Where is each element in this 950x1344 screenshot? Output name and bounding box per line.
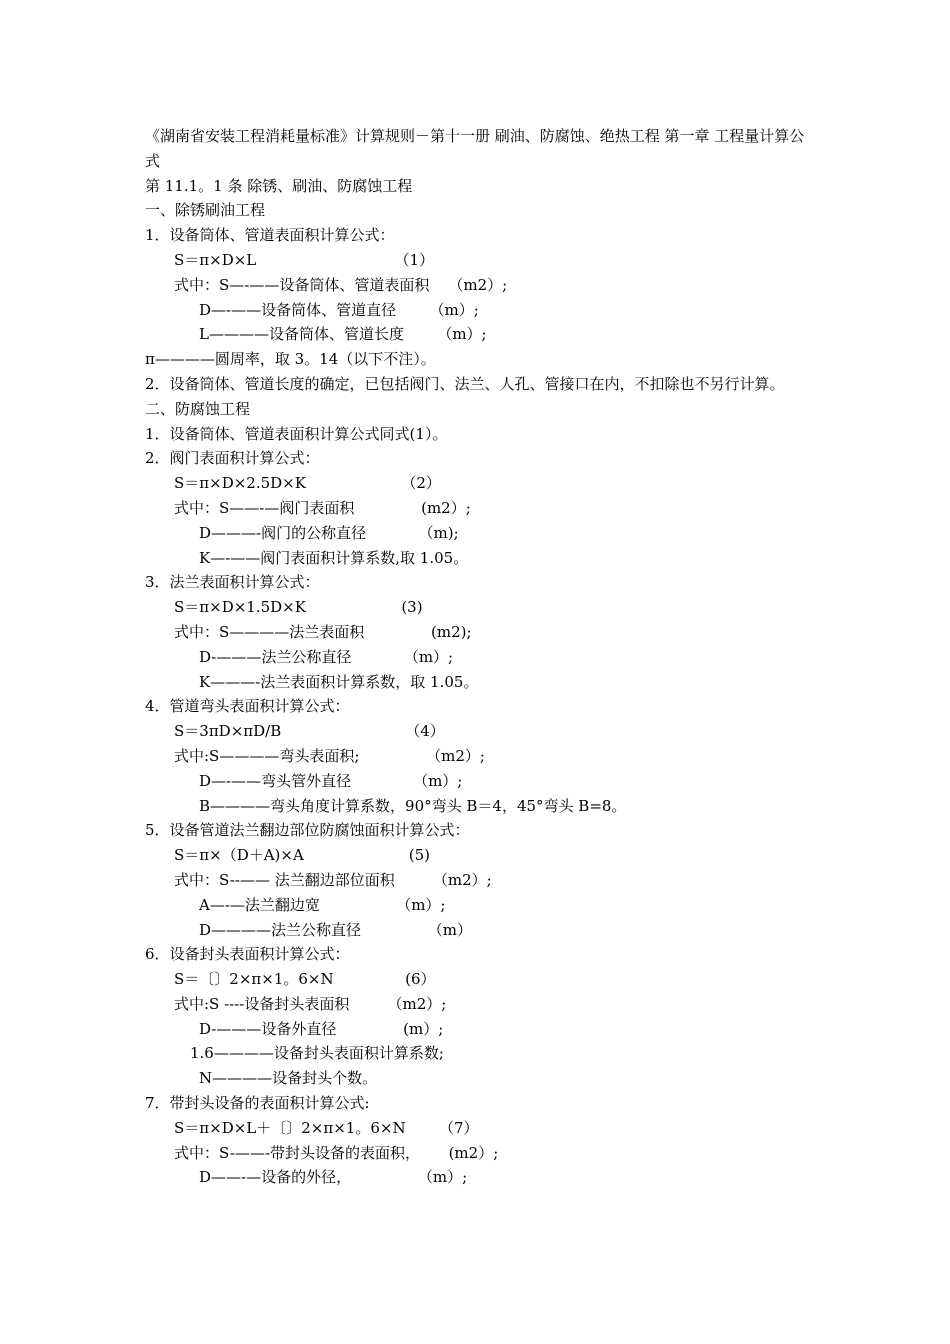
formula-legend: D—-——设备筒体、管道直径 （m）; [199, 300, 479, 319]
list-item: 5．设备管道法兰翻边部位防腐蚀面积计算公式： [145, 821, 470, 840]
formula-legend: N————设备封头个数。 [199, 1069, 378, 1088]
formula: S＝π×D×2.5D×K （2） [174, 474, 441, 493]
section-heading: 二、防腐蚀工程 [145, 399, 251, 418]
formula-legend: 式中：S—-——设备筒体、管道表面积 （m2）; [174, 275, 508, 294]
formula: S＝3πD×πD/B （4） [174, 722, 445, 741]
formula: S＝π×D×L＋〔〕2×π×1。6×N （7） [174, 1118, 479, 1137]
formula: S＝π×（D＋A)×A (5) [174, 846, 430, 865]
formula: S＝π×D×L （1） [174, 250, 435, 269]
list-item: 2．阀门表面积计算公式： [145, 449, 320, 468]
formula-legend: 式中：S————法兰表面积 (m2); [174, 622, 472, 641]
list-item: 7．带封头设备的表面积计算公式: [145, 1094, 370, 1113]
formula-legend: 1.6————设备封头表面积计算系数; [190, 1044, 444, 1063]
formula-legend: 式中:S————弯头表面积; （m2）; [174, 746, 485, 765]
formula-legend: L————设备筒体、管道长度 （m）; [199, 325, 487, 344]
formula-legend: D————法兰公称直径 （m） [199, 920, 473, 939]
formula-legend: 式中:S ----设备封头表面积 （m2）; [174, 994, 447, 1013]
article-heading: 第 11.1。1 条 除锈、刷油、防腐蚀工程 [145, 176, 413, 195]
list-item: 1．设备筒体、管道表面积计算公式： [145, 226, 395, 245]
list-item: 6．设备封头表面积计算公式： [145, 945, 350, 964]
formula-legend: 式中：S--—— 法兰翻边部位面积 （m2）; [174, 870, 492, 889]
formula-legend: K—-——阀门表面积计算系数,取 1.05。 [199, 548, 469, 567]
section-heading: 一、除锈刷油工程 [145, 201, 266, 220]
formula-legend: K———-法兰表面积计算系数，取 1.05。 [199, 672, 479, 691]
formula-legend: D-———法兰公称直径 （m）; [199, 647, 454, 666]
formula-legend: π————圆周率，取 3。14（以下不注）。 [145, 350, 436, 369]
formula: S＝π×D×1.5D×K (3) [174, 598, 423, 617]
formula-legend: D——-—设备的外径， （m）; [199, 1168, 468, 1187]
formula-legend: 式中：S-——-带封头设备的表面积， (m2）; [174, 1143, 499, 1162]
formula-legend: D-———设备外直径 (m）; [199, 1019, 444, 1038]
list-item: 1．设备筒体、管道表面积计算公式同式(1）。 [145, 424, 448, 443]
list-item: 3．法兰表面积计算公式： [145, 573, 320, 592]
list-item: 4．管道弯头表面积计算公式： [145, 697, 350, 716]
document-title: 《湖南省安装工程消耗量标准》计算规则－第十一册 刷油、防腐蚀、绝热工程 第一章 工程量计算公式 [145, 127, 805, 170]
formula-legend: D———-阀门的公称直径 （m); [199, 523, 459, 542]
list-item: 2．设备筒体、管道长度的确定，已包括阀门、法兰、人孔、管接口在内，不扣除也不另行计算。 [145, 374, 785, 393]
formula: S＝〔〕2×π×1。6×N (6） [174, 970, 436, 989]
document-body [145, 124, 810, 1190]
formula-legend: B————弯头角度计算系数，90°弯头 B＝4，45°弯头 B=8。 [199, 796, 627, 815]
formula-legend: 式中：S——-—阀门表面积 (m2）; [174, 498, 471, 517]
formula-legend: D—-——弯头管外直径 （m）; [199, 771, 463, 790]
formula-legend: A—-—法兰翻边宽 （m）; [199, 895, 446, 914]
